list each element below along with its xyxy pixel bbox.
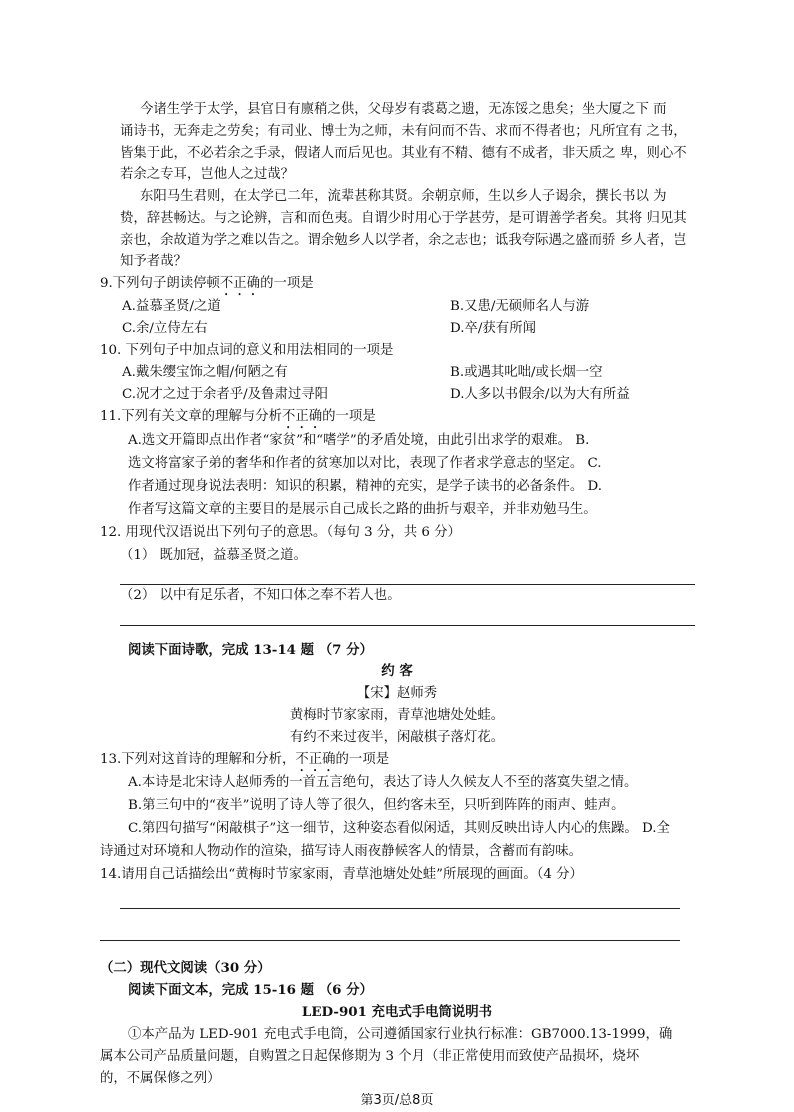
q11-line-2: 选文将富家子弟的奢华和作者的贫寒加以对比，表现了作者求学意志的坚定。 C. [128,456,602,471]
q12-sentence-2: （2） 以中有足乐者，不知口体之奉不若人也。 [120,588,401,603]
manual-line-1: ①本产品为 LED-901 充电式手电筒，公司遵循国家行业执行标准：GB7000.13-1999，确 [128,1027,673,1042]
question-14-stem: 14.请用自己话描绘出“黄梅时节家家雨，青草池塘处处蛙”所展现的画面。（4 分） [100,867,583,882]
passage-p2-line-2: 贽，辞甚畅达。与之论辨，言和而色夷。自谓少时用心于学甚劳，是可谓善学者矣。其将 归见其 [120,211,687,226]
q13-line-2: B.第三句中的“夜半”说明了诗人等了很久，但约客未至，只听到阵阵的雨声、蛙声。 [128,798,625,813]
q13-stem-pre: 13.下列对这首诗的理解和分析， [100,752,296,767]
poem-title: 约 客 [381,663,413,679]
manual-line-3: 的，不属保修之列） [100,1071,221,1086]
passage-p2-line-4: 知予者哉？ [120,254,187,269]
poem-author: 【宋】赵师秀 [356,686,438,701]
answer-line [120,908,680,909]
q11-stem-post: 的一项是 [322,409,376,424]
q13-line-4: 诗通过对环境和人物动作的渲染，描写诗人雨夜静候客人的情景，含蓄而有韵味。 [100,844,583,859]
manual-title: LED-901 充电式手电筒说明书 [301,1004,493,1020]
passage-p1-line-2: 诵诗书，无奔走之劳矣；有司业、博士为之师，未有问而不告、求而不得者也；凡所宜有 之书， [120,124,687,139]
q11-stem-pre: 11.下列有关文章的理解与分析 [100,409,282,424]
q9-option-c: C.余/立侍左右 [122,321,208,336]
q10-option-d: D.人多以书假余/以为大有所益 [450,387,630,402]
passage-p1-line-1: 今诸生学于太学，县官日有廪稍之供，父母岁有裘葛之遗，无冻馁之患矣；坐大厦之下 而 [140,102,667,117]
q13-line-1: A.本诗是北宋诗人赵师秀的一首五言绝句，表达了诗人久候友人不至的落寞失望之情。 [128,775,638,790]
q10-option-a: A.戴朱缨宝饰之帽/何陋之有 [122,365,288,380]
q9-stem-pre: 9.下列句子朗读停顿 [100,276,220,291]
question-10-stem: 10. 下列句子中加点词的意义和用法相同的一项是 [100,343,394,358]
q10-option-b: B.或遇其叱咄/或长烟一空 [450,365,603,380]
q9-option-a: A.益慕圣贤/之道 [122,299,221,314]
passage-p1-line-3: 皆集于此，不必若余之手录，假诸人而后见也。其业有不精、德有不成者，非天质之 卑，则心不 [120,146,687,161]
poem-line-1: 黄梅时节家家雨，青草池塘处处蛙。 [289,708,505,723]
q13-stem-post: 的一项是 [335,752,390,767]
q9-stem-emphasis: 不正确 [219,276,261,291]
manual-line-2: 属本公司产品质量问题，自购置之日起保修期为 3 个月（非正常使用而致使产品损坏，烧坏 [100,1049,640,1064]
q11-line-1: A.选文开篇即点出作者“家贫”和“嗜学”的矛盾处境，由此引出求学的艰难。 B. [128,433,590,448]
question-12-stem: 12. 用现代汉语说出下列句子的意思。（每句 3 分，共 6 分） [100,525,461,540]
section-2-intro: 阅读下面文本，完成 15-16 题 （6 分） [128,982,373,998]
q13-stem-emphasis: 不正确 [295,752,336,767]
q9-stem-post: 的一项是 [260,276,314,291]
poem-line-2: 有约不来过夜半，闲敲棋子落灯花。 [289,730,505,745]
question-11-stem [100,406,376,432]
q12-sentence-1: （1） 既加冠，益慕圣贤之道。 [120,548,307,563]
q9-option-d: D.卒/获有所闻 [450,321,536,336]
answer-line [100,940,680,941]
q11-stem-emphasis: 不正确 [281,409,323,424]
section-2-heading: （二）现代文阅读（30 分） [100,960,271,976]
passage-p1-line-4: 若余之专耳，岂他人之过哉？ [120,167,295,182]
q11-line-4: 作者写这篇文章的主要目的是展示自己成长之路的曲折与艰辛，并非劝勉马生。 [128,502,597,517]
passage-p2-line-1: 东阳马生君则，在太学已二年，流辈甚称其贤。余朝京师，生以乡人子谒余，撰长书以 为 [140,189,667,204]
passage-p2-line-3: 亲也，余故道为学之难以告之。谓余勉乡人以学者，余之志也；诋我夸际遇之盛而骄 乡人者，岂 [120,233,687,248]
page-number: 第3页/总8页 [360,1093,434,1108]
q10-option-c: C.况才之过于余者乎/及鲁肃过寻阳 [122,387,329,402]
answer-line [120,625,695,626]
q9-option-b: B.又患/无硕师名人与游 [450,299,590,314]
q13-line-3: C.第四句描写“闲敲棋子”这一细节，这种姿态看似闲适，其则反映出诗人内心的焦躁。 D.全 [128,821,670,836]
poem-intro: 阅读下面诗歌，完成 13-14 题 （7 分） [128,642,373,658]
q11-line-3: 作者通过现身说法表明：知识的积累，精神的充实，是学子读书的必备条件。 D. [128,479,603,494]
